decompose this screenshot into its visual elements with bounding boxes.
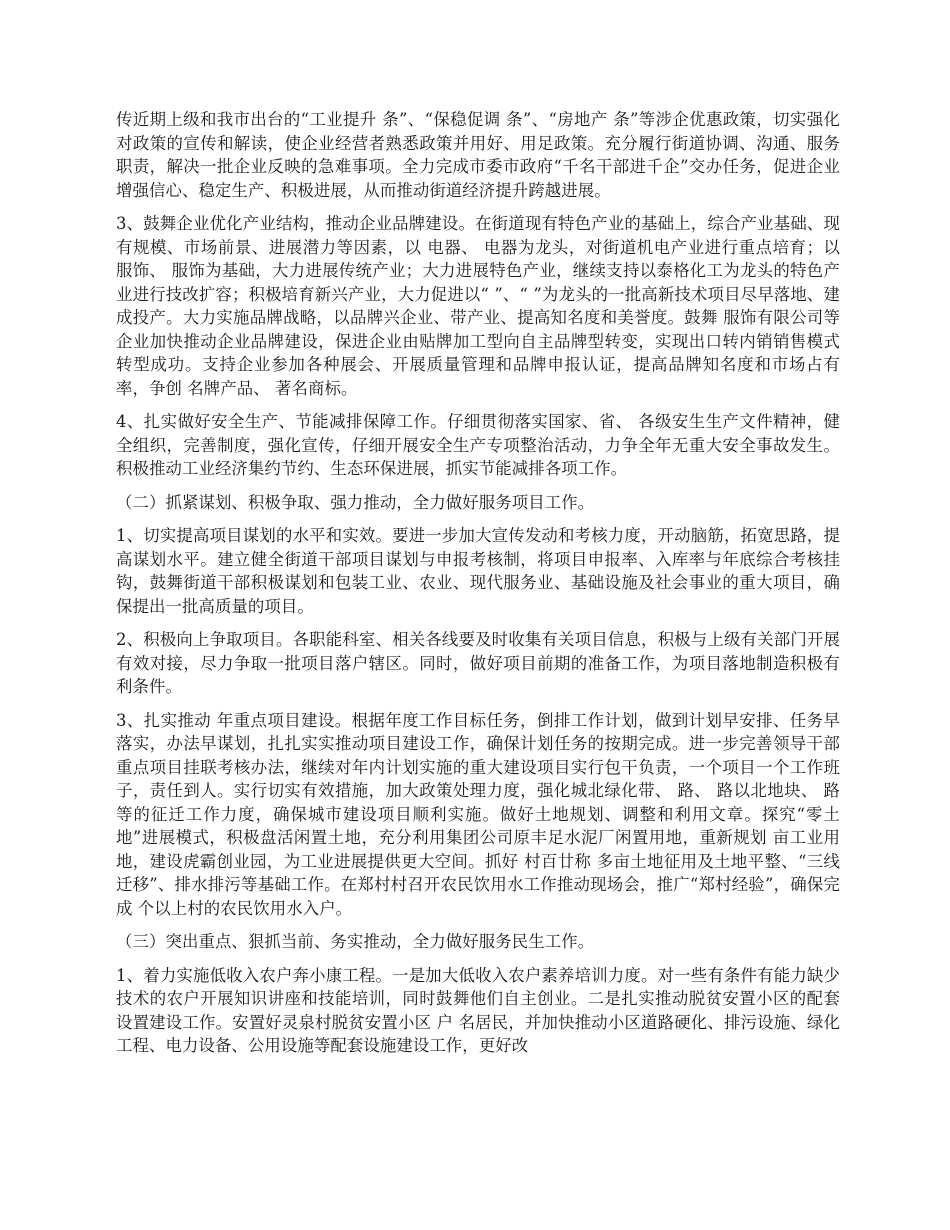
paragraph: 传近期上级和我市出台的“工业提升 条”、“保稳促调 条”、“房地产 条”等涉企优惠政策，切实强化对政策的宣传和解读，使企业经营者熟悉政策并用好、用足政策。充分履行街道协调、沟通、服务职责，解决一批企业反映的急难事项。全力完成市委市政府“千名干部进千企”交办任务，促进企业增强信心、稳定生产、积极进展，从而推动街道经济提升跨越进展。 bbox=[116, 110, 840, 200]
paragraph: 3、扎实推动 年重点项目建设。根据年度工作目标任务，倒排工作计划，做到计划早安排、任务早落实，办法早谋划，扎扎实实推动项目建设工作，确保计划任务的按期完成。进一步完善领导干部重点项目挂联考核办法，继续对年内计划实施的重大建设项目实行包干负责，一个项目一个工作班子，责任到人。实行切实有效措施，加大政策处理力度，强化城北绿化带、 路、 路以北地块、 路等的征迁工作力度，确保城市建设项目顺利实施。做好土地规划、调整和利用文章。探究“零土地”进展模式，积极盘活闲置土地，充分利用集团公司原丰足水泥厂闲置用地，重新规划 亩工业用地，建设虎霸创业园，为工业进展提供更大空间。抓好 村百廿称 多亩土地征用及土地平整、“三线迁移”、排水排污等基础工作。在郑村村召开农民饮用水工作推动现场会，推广“郑村经验”，确保完成 个以上村的农民饮用水入户。 bbox=[116, 710, 840, 918]
paragraph: 4、扎实做好安全生产、节能减排保障工作。仔细贯彻落实国家、省、 各级安生生产文件精神，健全组织，完善制度，强化宣传，仔细开展安全生产专项整治活动，力争全年无重大安全事故发生。积极推动工业经济集约节约、生态环保进展，抓实节能减排各项工作。 bbox=[116, 412, 840, 478]
paragraph: 2、积极向上争取项目。各职能科室、相关各线要及时收集有关项目信息，积极与上级有关部门开展有效对接，尽力争取一批项目落户辖区。同时，做好项目前期的准备工作，为项目落地制造积极有利条件。 bbox=[116, 630, 840, 696]
section-heading: （二）抓紧谋划、积极争取、强力推动，全力做好服务项目工作。 bbox=[116, 492, 595, 512]
section-heading: （三）突出重点、狠抓当前、务实推动，全力做好服务民生工作。 bbox=[116, 932, 595, 951]
paragraph: 3、鼓舞企业优化产业结构，推动企业品牌建设。在街道现有特色产业的基础上，综合产业基础、现有规模、市场前景、进展潜力等因素，以 电器、 电器为龙头，对街道机电产业进行重点培育；以 服饰、 服饰为基础，大力进展传统产业；大力进展特色产业，继续支持以泰格化工为龙头的特色产业进行技改扩容；积极培育新兴产业，大力促进以“ ”、“ ”为龙头的一批高新技术项目尽早落地、建成投产。大力实施品牌战略，以品牌兴企业、带产业、提高知名度和美誉度。鼓舞 服饰有限公司等企业加快推动企业品牌建设，保进企业由贴牌加工型向自主品牌型转变，实现出口转内销销售模式转型成功。支持企业参加各种展会、开展质量管理和品牌申报认证，提高品牌知名度和市场占有率，争创 名牌产品、 著名商标。 bbox=[116, 214, 840, 398]
paragraph: 1、切实提高项目谋划的水平和实效。要进一步加大宣传发动和考核力度，开动脑筋，拓宽思路，提高谋划水平。建立健全街道干部项目谋划与申报考核制，将项目申报率、入库率与年底综合考核挂钩，鼓舞街道干部积极谋划和包装工业、农业、现代服务业、基础设施及社会事业的重大项目，确保提出一批高质量的项目。 bbox=[116, 526, 840, 616]
document-body bbox=[116, 108, 840, 1068]
paragraph: 1、着力实施低收入农户奔小康工程。一是加大低收入农户素养培训力度。对一些有条件有能力缺少技术的农户开展知识讲座和技能培训，同时鼓舞他们自主创业。二是扎实推动脱贫安置小区的配套设置建设工作。安置好灵泉村脱贫安置小区 户 名居民，并加快推动小区道路硬化、排污设施、绿化工程、电力设备、公用设施等配套设施建设工作，更好改 bbox=[116, 965, 840, 1055]
